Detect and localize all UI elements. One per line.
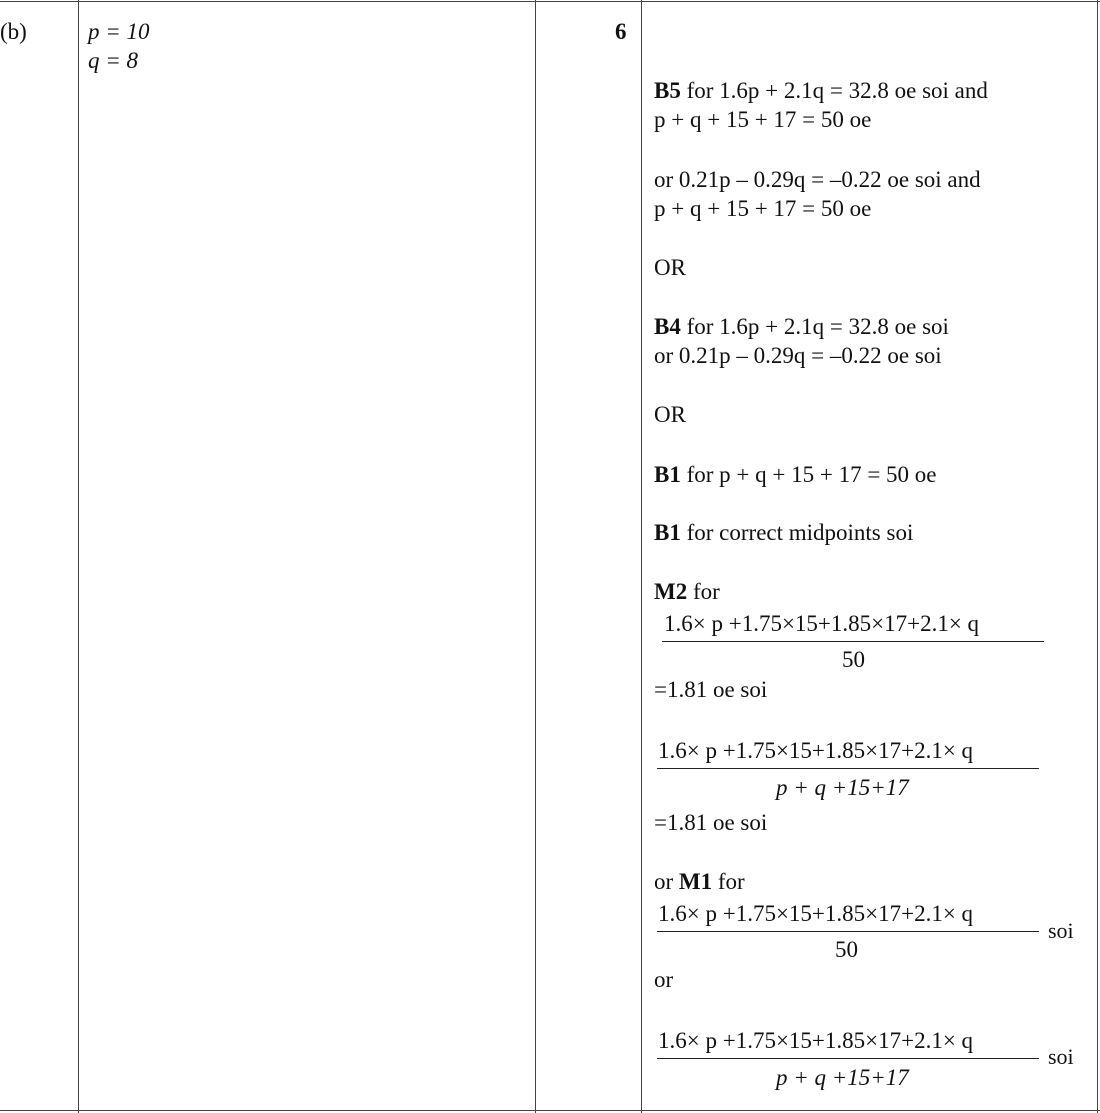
m2-fraction-1-bar xyxy=(662,641,1044,642)
b5-line-3: or 0.21p – 0.29q = –0.22 oe soi and xyxy=(654,167,981,192)
m2-for: for xyxy=(692,579,720,604)
b1-midpoints-text: for correct midpoints soi xyxy=(686,520,914,545)
table-top-border xyxy=(0,1,1100,2)
b1-sum-code: B1 xyxy=(654,462,681,487)
m1-fraction-2-suffix: soi xyxy=(1048,1044,1074,1069)
m1-fraction-1-bar xyxy=(657,931,1039,932)
m2-equals-1: =1.81 oe soi xyxy=(654,677,768,702)
b5-code: B5 xyxy=(654,78,681,103)
m1-fraction-2-numerator: 1.6× p +1.75×15+1.85×17+2.1× q xyxy=(658,1028,974,1053)
b1-midpoints-line xyxy=(654,519,913,547)
m2-fraction-1-denominator: 50 xyxy=(842,647,865,672)
m1-for: for xyxy=(717,869,745,894)
b1-midpoints-code: B1 xyxy=(654,520,681,545)
or-separator-1: OR xyxy=(654,255,686,280)
m1-code: M1 xyxy=(678,869,713,894)
m2-fraction-1-numerator: 1.6× p +1.75×15+1.85×17+2.1× q xyxy=(664,611,980,636)
b5-text-1: for 1.6p + 2.1q = 32.8 oe soi and xyxy=(686,78,988,103)
m2-equals-2: =1.81 oe soi xyxy=(654,810,768,835)
m2-fraction-2-numerator: 1.6× p +1.75×15+1.85×17+2.1× q xyxy=(658,738,974,763)
m1-fraction-1-denominator: 50 xyxy=(835,937,858,962)
m1-or: or xyxy=(654,967,674,992)
part-label: (b) xyxy=(0,19,27,44)
b5-line-1 xyxy=(654,77,988,105)
b5-line-2: p + q + 15 + 17 = 50 oe xyxy=(654,107,872,132)
b1-sum-line xyxy=(654,461,937,489)
marks-value: 6 xyxy=(615,19,627,44)
column-divider-3 xyxy=(641,0,642,1113)
m1-fraction-1-numerator: 1.6× p +1.75×15+1.85×17+2.1× q xyxy=(658,901,974,926)
column-divider-1 xyxy=(78,0,79,1113)
m2-fraction-2-denominator: p + q +15+17 xyxy=(776,775,909,800)
column-divider-2 xyxy=(535,0,536,1113)
m1-fraction-1-suffix: soi xyxy=(1048,918,1074,943)
table-bottom-border xyxy=(0,1110,1100,1111)
m1-fraction-2-bar xyxy=(657,1058,1039,1059)
b4-line-1 xyxy=(654,313,949,341)
m1-fraction-2-denominator: p + q +15+17 xyxy=(776,1065,909,1090)
m1-prefix: or xyxy=(654,869,674,894)
m2-line xyxy=(654,578,720,606)
b4-text-1: for 1.6p + 2.1q = 32.8 oe soi xyxy=(686,314,949,339)
answer-line-1: p = 10 xyxy=(88,19,150,44)
m2-code: M2 xyxy=(654,579,688,604)
column-divider-4 xyxy=(1097,0,1098,1113)
b1-sum-text: for p + q + 15 + 17 = 50 oe xyxy=(686,462,937,487)
answer-line-2: q = 8 xyxy=(88,48,139,73)
m2-fraction-2-bar xyxy=(657,768,1039,769)
or-separator-2: OR xyxy=(654,402,686,427)
m1-line xyxy=(654,868,745,896)
b4-line-2: or 0.21p – 0.29q = –0.22 oe soi xyxy=(654,343,942,368)
b4-code: B4 xyxy=(654,314,681,339)
b5-line-4: p + q + 15 + 17 = 50 oe xyxy=(654,196,872,221)
